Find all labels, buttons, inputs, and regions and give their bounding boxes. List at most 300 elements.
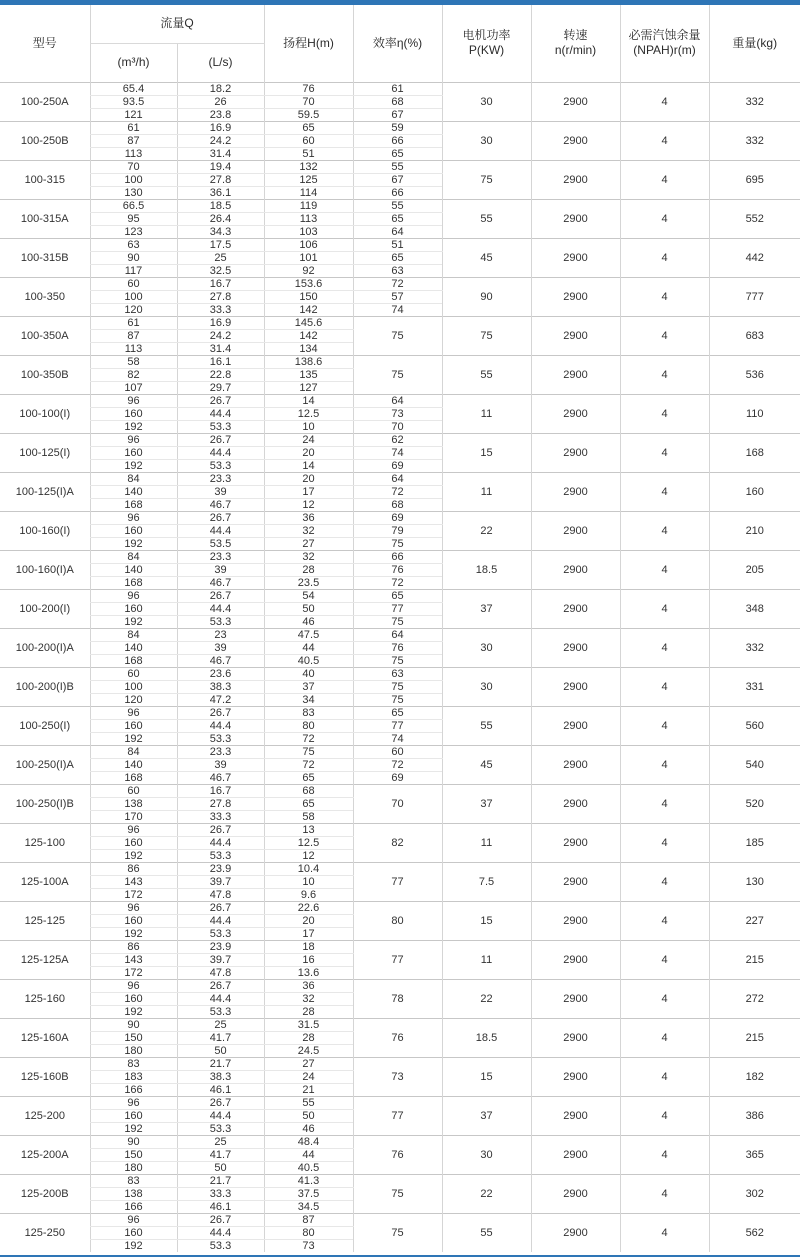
cell-efficiency: 82 [353, 823, 442, 862]
cell-power: 75 [442, 316, 531, 355]
cell-head: 125 [264, 173, 353, 186]
cell-flow-ls: 44.4 [177, 407, 264, 420]
cell-flow-m3h: 96 [90, 394, 177, 407]
table-body [0, 82, 800, 1252]
cell-head: 37 [264, 680, 353, 693]
cell-power: 22 [442, 979, 531, 1018]
cell-head: 36 [264, 511, 353, 524]
header-power [442, 5, 531, 82]
cell-power: 11 [442, 472, 531, 511]
cell-flow-m3h: 87 [90, 329, 177, 342]
cell-flow-ls: 50 [177, 1044, 264, 1057]
cell-speed: 2900 [531, 667, 620, 706]
cell-flow-ls: 32.5 [177, 264, 264, 277]
table-row [0, 667, 800, 680]
table-row [0, 1213, 800, 1226]
cell-model: 100-200(I)B [0, 667, 90, 706]
cell-head: 16 [264, 953, 353, 966]
cell-model: 100-125(I) [0, 433, 90, 472]
cell-speed: 2900 [531, 589, 620, 628]
cell-power: 55 [442, 1213, 531, 1252]
cell-speed: 2900 [531, 979, 620, 1018]
cell-power: 18.5 [442, 1018, 531, 1057]
cell-efficiency: 74 [353, 303, 442, 316]
cell-efficiency: 74 [353, 732, 442, 745]
cell-weight: 160 [709, 472, 800, 511]
cell-weight: 540 [709, 745, 800, 784]
cell-power: 11 [442, 940, 531, 979]
cell-flow-m3h: 192 [90, 1005, 177, 1018]
cell-model: 100-160(I)A [0, 550, 90, 589]
cell-flow-ls: 26.7 [177, 1213, 264, 1226]
cell-efficiency: 65 [353, 147, 442, 160]
cell-head: 37.5 [264, 1187, 353, 1200]
cell-weight: 215 [709, 940, 800, 979]
cell-flow-ls: 47.2 [177, 693, 264, 706]
cell-efficiency: 79 [353, 524, 442, 537]
cell-flow-m3h: 183 [90, 1070, 177, 1083]
table-row [0, 550, 800, 563]
cell-flow-ls: 53.3 [177, 1239, 264, 1252]
cell-speed: 2900 [531, 1213, 620, 1252]
cell-model: 125-250 [0, 1213, 90, 1252]
cell-flow-m3h: 192 [90, 849, 177, 862]
cell-efficiency: 80 [353, 901, 442, 940]
cell-flow-m3h: 70 [90, 160, 177, 173]
cell-flow-m3h: 160 [90, 914, 177, 927]
header-npsh-line1: 必需汽蚀余量 [628, 28, 701, 43]
cell-flow-m3h: 96 [90, 1096, 177, 1109]
table-row [0, 355, 800, 368]
cell-flow-ls: 16.9 [177, 121, 264, 134]
cell-model: 125-160A [0, 1018, 90, 1057]
cell-model: 125-125 [0, 901, 90, 940]
header-speed-line1: 转速 [563, 28, 588, 43]
cell-flow-m3h: 143 [90, 953, 177, 966]
cell-power: 90 [442, 277, 531, 316]
cell-flow-ls: 46.7 [177, 654, 264, 667]
cell-speed: 2900 [531, 862, 620, 901]
cell-weight: 210 [709, 511, 800, 550]
cell-efficiency: 64 [353, 628, 442, 641]
cell-efficiency: 77 [353, 862, 442, 901]
cell-head: 114 [264, 186, 353, 199]
table-row [0, 1057, 800, 1070]
cell-power: 30 [442, 121, 531, 160]
cell-npsh: 4 [620, 745, 709, 784]
header-power-line2: P(KW) [468, 43, 505, 58]
header-npsh [620, 5, 709, 82]
cell-flow-ls: 26.7 [177, 901, 264, 914]
cell-head: 24 [264, 433, 353, 446]
cell-model: 100-160(I) [0, 511, 90, 550]
cell-flow-ls: 41.7 [177, 1148, 264, 1161]
cell-head: 40 [264, 667, 353, 680]
cell-flow-m3h: 96 [90, 823, 177, 836]
cell-head: 60 [264, 134, 353, 147]
cell-efficiency: 75 [353, 680, 442, 693]
cell-power: 22 [442, 1174, 531, 1213]
cell-efficiency: 75 [353, 1174, 442, 1213]
cell-head: 40.5 [264, 654, 353, 667]
cell-speed: 2900 [531, 1135, 620, 1174]
table-row [0, 1096, 800, 1109]
header-row-top [0, 5, 800, 43]
cell-flow-ls: 16.9 [177, 316, 264, 329]
cell-efficiency: 68 [353, 498, 442, 511]
cell-efficiency: 78 [353, 979, 442, 1018]
cell-flow-ls: 53.3 [177, 615, 264, 628]
cell-model: 100-250(I) [0, 706, 90, 745]
cell-flow-ls: 33.3 [177, 303, 264, 316]
table-row [0, 160, 800, 173]
cell-weight: 332 [709, 82, 800, 121]
cell-flow-ls: 36.1 [177, 186, 264, 199]
cell-speed: 2900 [531, 940, 620, 979]
cell-speed: 2900 [531, 472, 620, 511]
cell-weight: 168 [709, 433, 800, 472]
cell-flow-m3h: 160 [90, 1226, 177, 1239]
cell-head: 28 [264, 563, 353, 576]
cell-npsh: 4 [620, 784, 709, 823]
cell-flow-m3h: 113 [90, 342, 177, 355]
cell-head: 153.6 [264, 277, 353, 290]
cell-flow-m3h: 166 [90, 1200, 177, 1213]
cell-speed: 2900 [531, 823, 620, 862]
cell-flow-ls: 26.7 [177, 433, 264, 446]
cell-flow-m3h: 160 [90, 719, 177, 732]
table-row [0, 277, 800, 290]
cell-flow-m3h: 86 [90, 940, 177, 953]
cell-flow-m3h: 113 [90, 147, 177, 160]
cell-efficiency: 61 [353, 82, 442, 95]
cell-power: 75 [442, 160, 531, 199]
cell-flow-m3h: 82 [90, 368, 177, 381]
cell-weight: 185 [709, 823, 800, 862]
cell-head: 34 [264, 693, 353, 706]
cell-efficiency: 64 [353, 472, 442, 485]
cell-head: 13 [264, 823, 353, 836]
cell-flow-ls: 18.2 [177, 82, 264, 95]
cell-head: 134 [264, 342, 353, 355]
cell-flow-ls: 46.7 [177, 576, 264, 589]
cell-head: 14 [264, 459, 353, 472]
cell-head: 14 [264, 394, 353, 407]
cell-head: 28 [264, 1005, 353, 1018]
cell-flow-m3h: 192 [90, 1239, 177, 1252]
cell-power: 7.5 [442, 862, 531, 901]
table-row [0, 394, 800, 407]
cell-weight: 562 [709, 1213, 800, 1252]
cell-flow-ls: 53.3 [177, 459, 264, 472]
cell-head: 9.6 [264, 888, 353, 901]
cell-npsh: 4 [620, 667, 709, 706]
cell-flow-m3h: 140 [90, 485, 177, 498]
table-row [0, 979, 800, 992]
cell-head: 24 [264, 1070, 353, 1083]
cell-npsh: 4 [620, 238, 709, 277]
cell-efficiency: 77 [353, 940, 442, 979]
cell-flow-m3h: 143 [90, 875, 177, 888]
cell-efficiency: 69 [353, 771, 442, 784]
cell-flow-ls: 39.7 [177, 953, 264, 966]
cell-flow-m3h: 166 [90, 1083, 177, 1096]
cell-efficiency: 72 [353, 277, 442, 290]
cell-flow-m3h: 192 [90, 732, 177, 745]
cell-weight: 560 [709, 706, 800, 745]
cell-flow-m3h: 150 [90, 1031, 177, 1044]
cell-flow-m3h: 83 [90, 1174, 177, 1187]
cell-npsh: 4 [620, 628, 709, 667]
header-flow: 流量Q [90, 5, 264, 43]
cell-flow-m3h: 150 [90, 1148, 177, 1161]
table-row [0, 745, 800, 758]
header-speed-line2: n(r/min) [554, 43, 597, 58]
cell-efficiency: 67 [353, 108, 442, 121]
cell-head: 119 [264, 199, 353, 212]
cell-efficiency: 77 [353, 719, 442, 732]
cell-model: 125-200A [0, 1135, 90, 1174]
cell-flow-m3h: 87 [90, 134, 177, 147]
cell-npsh: 4 [620, 160, 709, 199]
cell-flow-ls: 53.5 [177, 537, 264, 550]
cell-flow-m3h: 63 [90, 238, 177, 251]
cell-flow-m3h: 96 [90, 589, 177, 602]
cell-flow-ls: 47.8 [177, 888, 264, 901]
cell-power: 55 [442, 199, 531, 238]
cell-efficiency: 75 [353, 355, 442, 394]
cell-efficiency: 69 [353, 511, 442, 524]
cell-head: 72 [264, 732, 353, 745]
cell-head: 65 [264, 121, 353, 134]
cell-model: 125-100 [0, 823, 90, 862]
cell-weight: 302 [709, 1174, 800, 1213]
cell-flow-m3h: 96 [90, 706, 177, 719]
cell-model: 100-250A [0, 82, 90, 121]
cell-efficiency: 64 [353, 225, 442, 238]
cell-npsh: 4 [620, 1213, 709, 1252]
cell-power: 55 [442, 355, 531, 394]
cell-flow-ls: 24.2 [177, 329, 264, 342]
cell-flow-m3h: 172 [90, 888, 177, 901]
cell-head: 32 [264, 550, 353, 563]
cell-flow-m3h: 90 [90, 1018, 177, 1031]
cell-flow-m3h: 100 [90, 680, 177, 693]
cell-power: 45 [442, 745, 531, 784]
cell-power: 30 [442, 628, 531, 667]
cell-speed: 2900 [531, 1096, 620, 1135]
table-row [0, 589, 800, 602]
cell-head: 58 [264, 810, 353, 823]
cell-model: 100-315A [0, 199, 90, 238]
cell-flow-m3h: 160 [90, 602, 177, 615]
cell-flow-m3h: 90 [90, 1135, 177, 1148]
cell-head: 150 [264, 290, 353, 303]
cell-head: 55 [264, 1096, 353, 1109]
cell-flow-ls: 50 [177, 1161, 264, 1174]
cell-npsh: 4 [620, 316, 709, 355]
cell-head: 132 [264, 160, 353, 173]
cell-flow-m3h: 138 [90, 1187, 177, 1200]
table-row [0, 511, 800, 524]
cell-flow-ls: 25 [177, 1135, 264, 1148]
header-flow-m3h: (m³/h) [90, 43, 177, 82]
cell-flow-m3h: 60 [90, 277, 177, 290]
cell-head: 76 [264, 82, 353, 95]
cell-flow-ls: 16.1 [177, 355, 264, 368]
cell-flow-ls: 26.7 [177, 1096, 264, 1109]
cell-flow-ls: 53.3 [177, 1005, 264, 1018]
cell-flow-ls: 29.7 [177, 381, 264, 394]
cell-flow-ls: 38.3 [177, 1070, 264, 1083]
cell-speed: 2900 [531, 745, 620, 784]
cell-flow-m3h: 84 [90, 745, 177, 758]
cell-npsh: 4 [620, 472, 709, 511]
cell-flow-m3h: 160 [90, 446, 177, 459]
cell-flow-m3h: 86 [90, 862, 177, 875]
cell-head: 50 [264, 1109, 353, 1122]
cell-flow-ls: 27.8 [177, 290, 264, 303]
cell-efficiency: 69 [353, 459, 442, 472]
cell-flow-ls: 44.4 [177, 914, 264, 927]
cell-weight: 272 [709, 979, 800, 1018]
cell-efficiency: 64 [353, 394, 442, 407]
cell-efficiency: 67 [353, 173, 442, 186]
cell-flow-m3h: 160 [90, 836, 177, 849]
cell-flow-m3h: 192 [90, 459, 177, 472]
cell-flow-m3h: 120 [90, 303, 177, 316]
cell-speed: 2900 [531, 238, 620, 277]
cell-flow-m3h: 61 [90, 121, 177, 134]
cell-speed: 2900 [531, 277, 620, 316]
cell-head: 83 [264, 706, 353, 719]
cell-head: 75 [264, 745, 353, 758]
cell-flow-ls: 25 [177, 1018, 264, 1031]
cell-flow-ls: 22.8 [177, 368, 264, 381]
cell-flow-ls: 46.7 [177, 771, 264, 784]
cell-weight: 331 [709, 667, 800, 706]
cell-flow-ls: 33.3 [177, 810, 264, 823]
cell-flow-ls: 23.9 [177, 940, 264, 953]
cell-flow-ls: 39 [177, 758, 264, 771]
cell-weight: 520 [709, 784, 800, 823]
cell-flow-ls: 34.3 [177, 225, 264, 238]
cell-flow-m3h: 192 [90, 537, 177, 550]
cell-head: 20 [264, 446, 353, 459]
cell-head: 135 [264, 368, 353, 381]
cell-model: 100-250(I)A [0, 745, 90, 784]
cell-flow-m3h: 83 [90, 1057, 177, 1070]
cell-efficiency: 75 [353, 693, 442, 706]
cell-weight: 215 [709, 1018, 800, 1057]
cell-model: 100-350B [0, 355, 90, 394]
cell-head: 20 [264, 472, 353, 485]
cell-flow-m3h: 180 [90, 1044, 177, 1057]
cell-flow-ls: 18.5 [177, 199, 264, 212]
cell-weight: 683 [709, 316, 800, 355]
cell-flow-ls: 23.3 [177, 472, 264, 485]
table-row [0, 784, 800, 797]
cell-head: 44 [264, 1148, 353, 1161]
cell-flow-ls: 26.7 [177, 511, 264, 524]
table-row [0, 628, 800, 641]
table-row [0, 238, 800, 251]
cell-model: 100-200(I) [0, 589, 90, 628]
cell-efficiency: 75 [353, 537, 442, 550]
cell-model: 100-250B [0, 121, 90, 160]
cell-npsh: 4 [620, 940, 709, 979]
cell-flow-m3h: 60 [90, 784, 177, 797]
cell-npsh: 4 [620, 589, 709, 628]
cell-flow-ls: 23.9 [177, 862, 264, 875]
cell-weight: 332 [709, 121, 800, 160]
cell-flow-ls: 21.7 [177, 1174, 264, 1187]
cell-head: 138.6 [264, 355, 353, 368]
cell-flow-ls: 53.3 [177, 732, 264, 745]
cell-speed: 2900 [531, 550, 620, 589]
cell-head: 51 [264, 147, 353, 160]
cell-flow-m3h: 168 [90, 654, 177, 667]
cell-efficiency: 65 [353, 212, 442, 225]
cell-weight: 442 [709, 238, 800, 277]
cell-head: 48.4 [264, 1135, 353, 1148]
cell-flow-m3h: 100 [90, 173, 177, 186]
header-head: 扬程H(m) [264, 5, 353, 82]
cell-flow-ls: 41.7 [177, 1031, 264, 1044]
cell-speed: 2900 [531, 394, 620, 433]
cell-model: 100-350A [0, 316, 90, 355]
cell-head: 22.6 [264, 901, 353, 914]
cell-flow-ls: 26.7 [177, 823, 264, 836]
cell-npsh: 4 [620, 199, 709, 238]
cell-flow-ls: 19.4 [177, 160, 264, 173]
cell-head: 44 [264, 641, 353, 654]
cell-head: 12.5 [264, 836, 353, 849]
cell-flow-ls: 26.7 [177, 979, 264, 992]
cell-head: 13.6 [264, 966, 353, 979]
cell-flow-ls: 27.8 [177, 173, 264, 186]
cell-flow-ls: 53.3 [177, 1122, 264, 1135]
cell-speed: 2900 [531, 82, 620, 121]
cell-efficiency: 76 [353, 641, 442, 654]
cell-efficiency: 75 [353, 615, 442, 628]
cell-efficiency: 62 [353, 433, 442, 446]
cell-flow-ls: 44.4 [177, 1226, 264, 1239]
cell-efficiency: 73 [353, 1057, 442, 1096]
table-header [0, 5, 800, 82]
cell-flow-m3h: 180 [90, 1161, 177, 1174]
cell-flow-m3h: 168 [90, 498, 177, 511]
cell-flow-m3h: 96 [90, 433, 177, 446]
cell-flow-ls: 44.4 [177, 524, 264, 537]
cell-efficiency: 66 [353, 550, 442, 563]
header-efficiency: 效率η(%) [353, 5, 442, 82]
cell-power: 11 [442, 394, 531, 433]
cell-npsh: 4 [620, 823, 709, 862]
cell-efficiency: 70 [353, 784, 442, 823]
cell-head: 142 [264, 329, 353, 342]
cell-head: 65 [264, 797, 353, 810]
cell-model: 125-200 [0, 1096, 90, 1135]
cell-head: 17 [264, 485, 353, 498]
cell-flow-m3h: 120 [90, 693, 177, 706]
cell-flow-m3h: 140 [90, 641, 177, 654]
cell-efficiency: 63 [353, 667, 442, 680]
cell-efficiency: 77 [353, 1096, 442, 1135]
cell-weight: 386 [709, 1096, 800, 1135]
cell-model: 100-315B [0, 238, 90, 277]
cell-head: 12 [264, 498, 353, 511]
